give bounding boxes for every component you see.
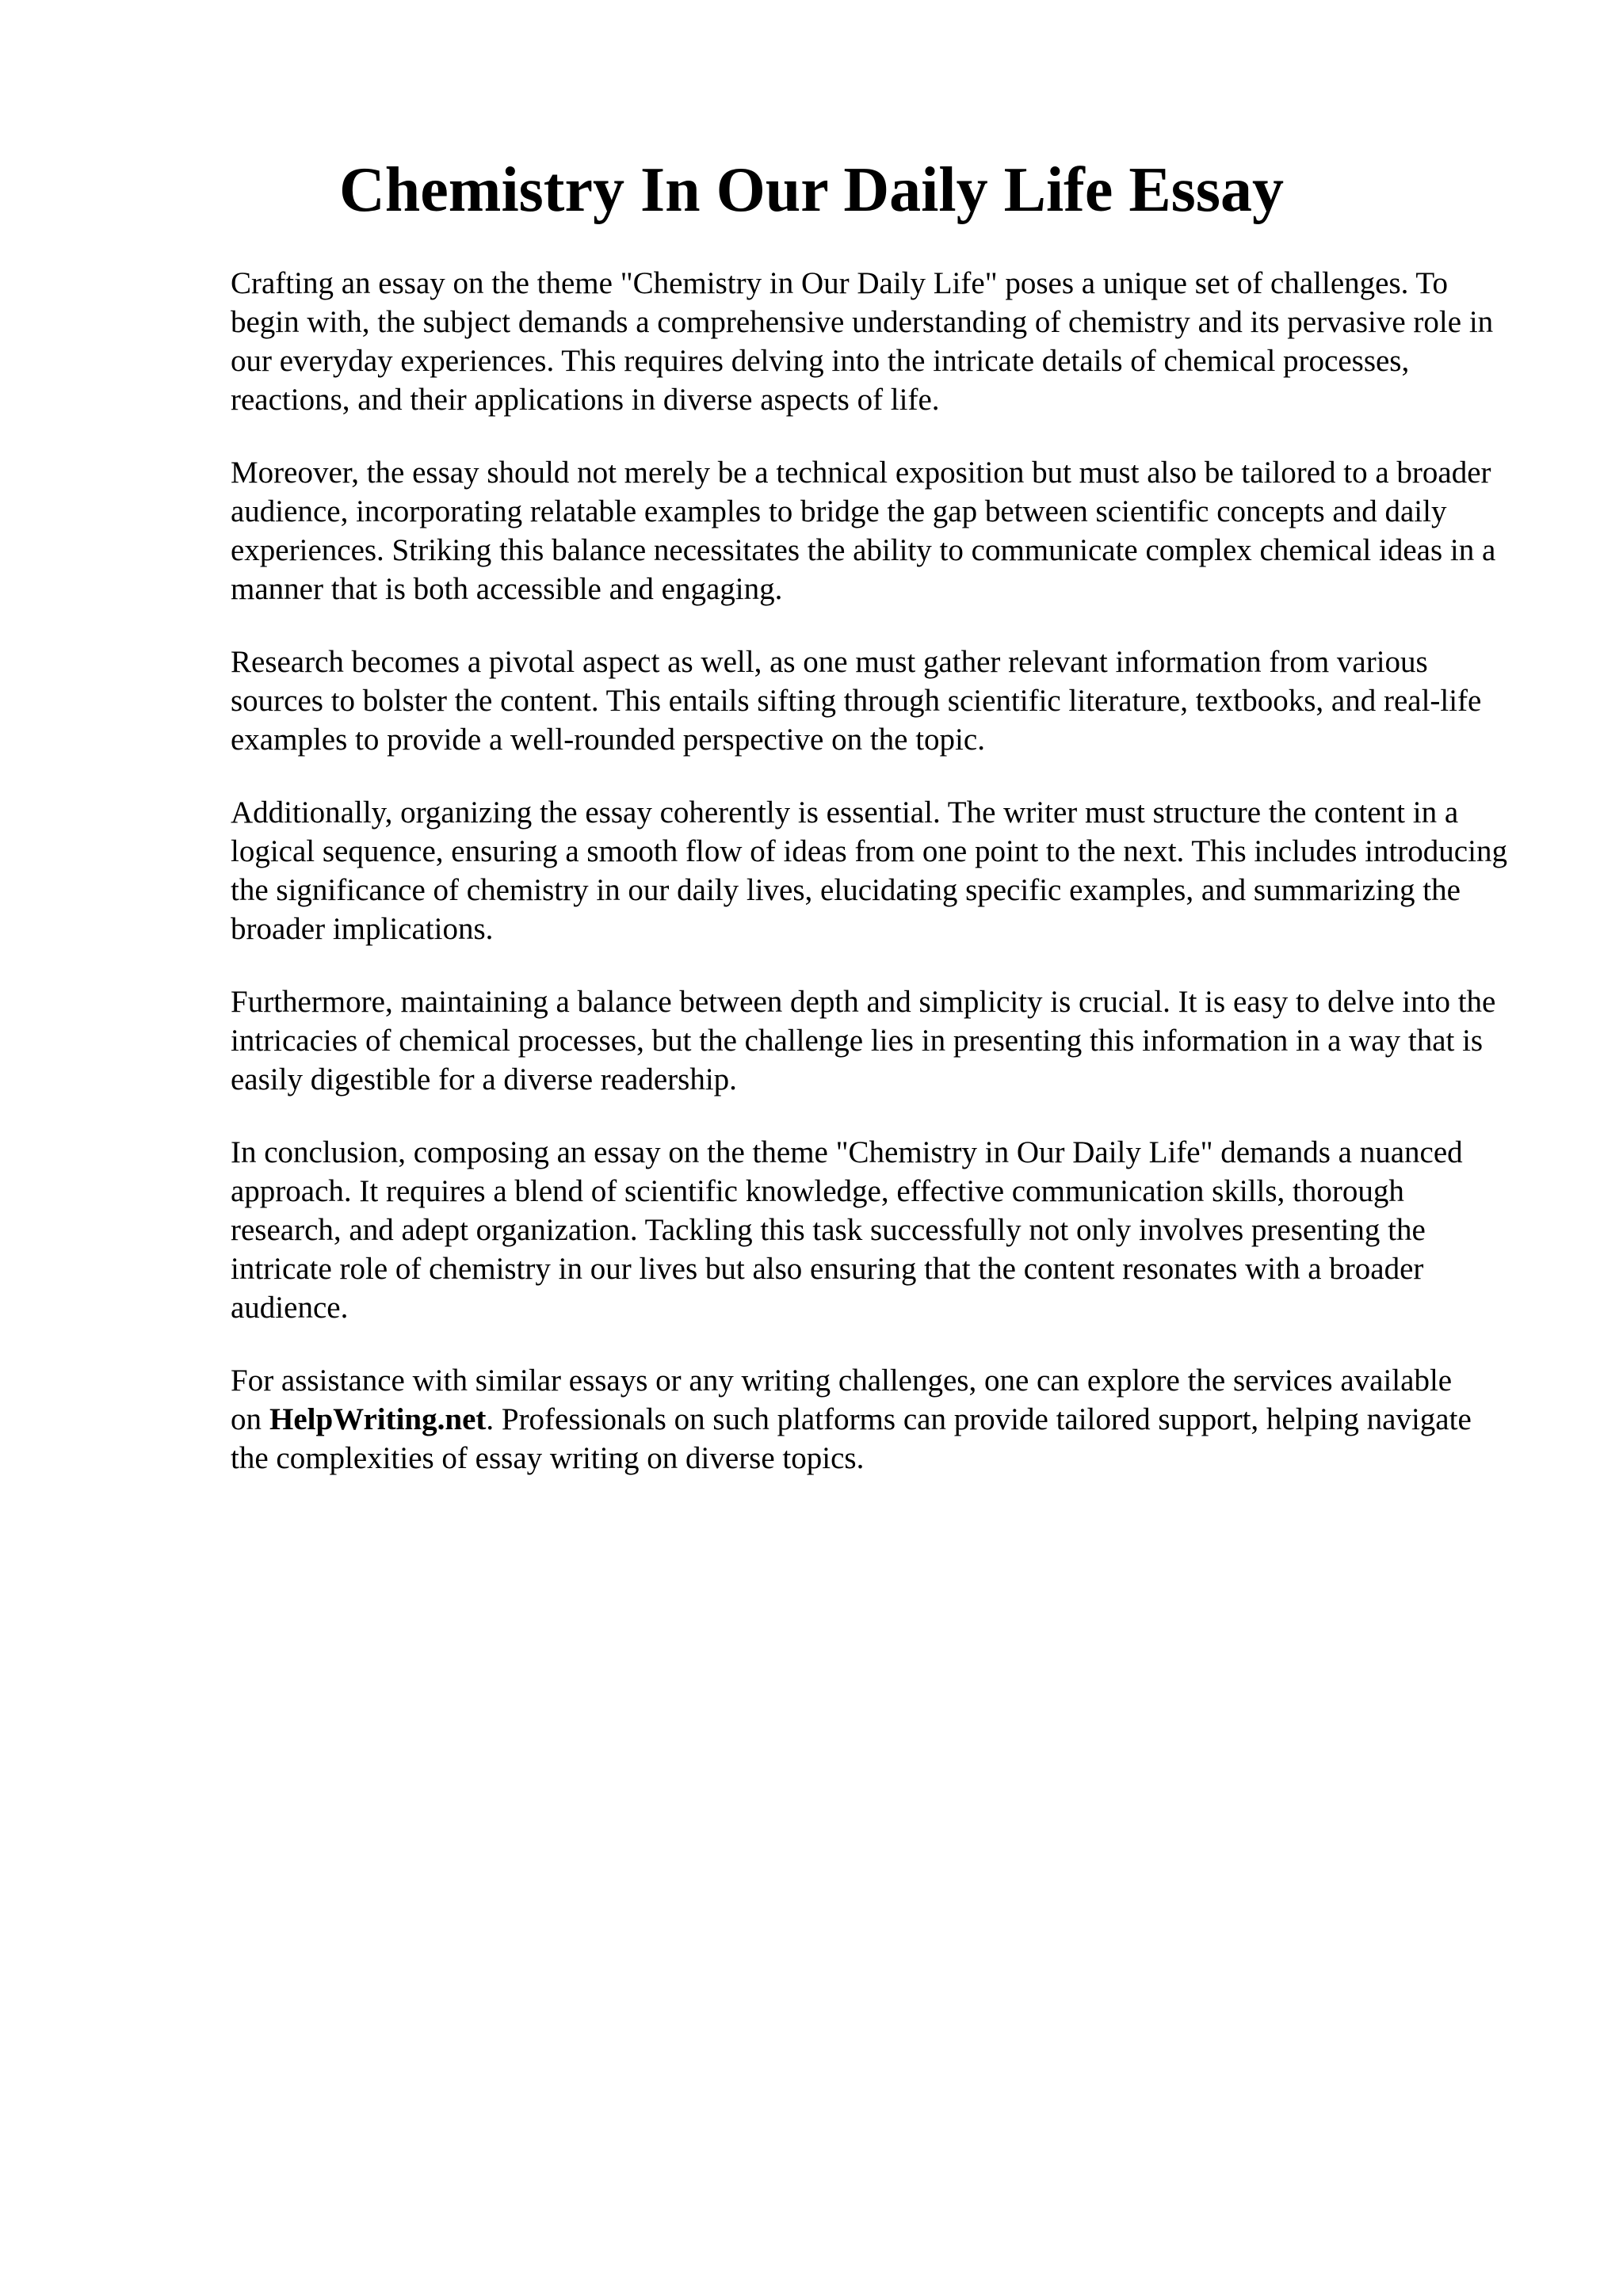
paragraph-closing <box>231 1361 1514 1478</box>
paragraph-conclusion: In conclusion, composing an essay on the theme "Chemistry in Our Daily Life" demands a nuanced approach. It requires a blend of scientific knowledge, effective communication skills, thorough research, and adept organization. Tackling this task successfully not only involves presenting the intricate role of chemistry in our lives but also ensuring that the content resonates with a broader audience. <box>231 1135 1463 1325</box>
closing-text-before: For assistance with similar essays or any writing challenges, one can explore the services available on <box>231 1363 1453 1436</box>
paragraph-balance: Furthermore, maintaining a balance between depth and simplicity is crucial. It is easy to delve into the intricacies of chemical processes, but the challenge lies in presenting this information in a way that is easily digestible for a diverse readership. <box>231 985 1496 1097</box>
document-title: Chemistry In Our Daily Life Essay <box>339 155 1284 225</box>
paragraph-audience: Moreover, the essay should not merely be a technical exposition but must also be tailored to a broader audience, incorporating relatable examples to bridge the gap between scientific concepts and daily experiences. Striking this balance necessitates the ability to communicate complex chemical ideas in a manner that is both accessible and engaging. <box>231 456 1496 606</box>
paragraph-intro: Crafting an essay on the theme "Chemistry in Our Daily Life" poses a unique set of challenges. To begin with, the subject demands a comprehensive understanding of chemistry and its pervasive role in our everyday experiences. This requires delving into the intricate details of chemical processes, reactions, and their applications in diverse aspects of life. <box>231 266 1494 417</box>
brand-name: HelpWriting.net <box>269 1402 487 1436</box>
essay-body <box>231 264 1514 1512</box>
closing-text-after: . Professionals on such platforms can provide tailored support, helping navigate the complexities of essay writing on diverse topics. <box>231 1402 1472 1475</box>
paragraph-organization: Additionally, organizing the essay coherently is essential. The writer must structure the content in a logical sequence, ensuring a smooth flow of ideas from one point to the next. This includes introducing the significance of chemistry in our daily lives, elucidating specific examples, and summarizing the broader implications. <box>231 795 1507 946</box>
paragraph-research: Research becomes a pivotal aspect as well, as one must gather relevant information from various sources to bolster the content. This entails sifting through scientific literature, textbooks, and real-life examples to provide a well-rounded perspective on the topic. <box>231 645 1482 757</box>
